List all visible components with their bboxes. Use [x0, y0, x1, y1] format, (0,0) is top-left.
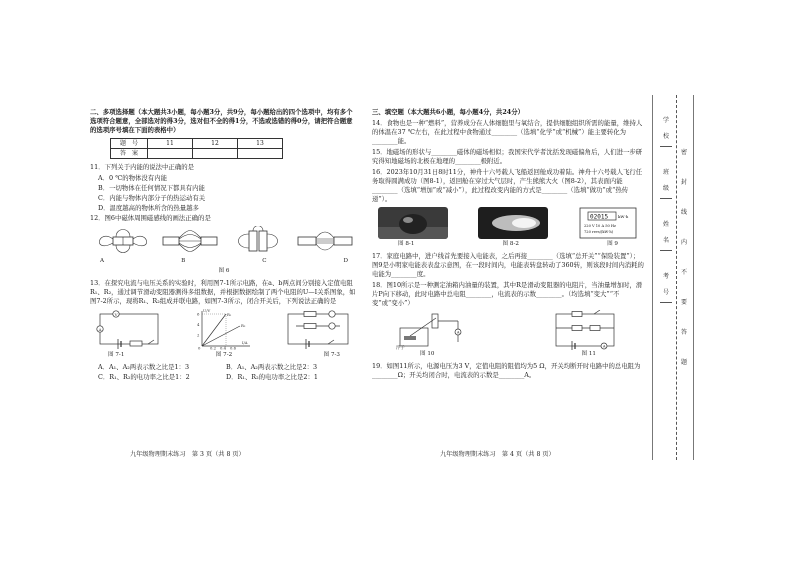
- figure-6-caption: 图 6: [218, 268, 230, 274]
- fig-8-2-caption: 图 8-2: [502, 241, 519, 247]
- seal-line: [676, 95, 677, 460]
- table-cell: 题 号: [111, 139, 148, 149]
- answer-cell-11[interactable]: [148, 149, 193, 159]
- q11-option-d: D．温度越高的物体所含的热量越多: [98, 204, 199, 212]
- graph-tick-label: 6: [197, 311, 200, 317]
- fig-7-3-caption: 图 7-3: [323, 352, 340, 358]
- seal-text: 内: [680, 239, 687, 246]
- q13-option-b: B．A₁、A₂两表示数之比是2：3: [226, 363, 318, 371]
- fig-7-2-caption: 图 7-2: [215, 352, 233, 358]
- sidebar-label: 姓: [662, 221, 669, 228]
- seal-text: 密: [680, 149, 687, 156]
- q11-option-b: B．一切物体在任何情况下都具有内能: [98, 184, 205, 192]
- sidebar-label: 班: [662, 169, 669, 176]
- magnet-figure-b: [161, 226, 219, 256]
- q16-text: 16．2023年10月31日8时11分，神舟十六号载人飞船返回舱成功着陆。神舟十六号载人飞行任务取得圆满成功（图8-1），返回舱在穿过大气层时，产生熊熊大火（图8-2），其表面内能________（选填“增加”或“减小”），此过程改变内能的方式是________（选填“做功”或“热传递”）。: [372, 168, 643, 203]
- meter-spec-1: 220 V 10 A 50 Hz: [584, 224, 616, 228]
- electric-meter-figure: [578, 207, 638, 239]
- circuit-figure-7-1: [94, 308, 164, 350]
- graph-tick-label: 0.2: [210, 345, 217, 350]
- fill-line: [660, 250, 672, 251]
- figure-8-9-captions: [398, 240, 618, 249]
- svg-text:A: A: [602, 343, 606, 349]
- answer-cell-13[interactable]: [238, 149, 283, 159]
- figure-10-11-row: [396, 310, 620, 350]
- q15-text: 15．地磁场的形状与________磁体的磁场相似；我国宋代学者沈括发现磁偏角后，人们进一步研究得知地磁场的北极在地理的________极附近。: [372, 148, 643, 165]
- q13-option-a: A．A₁、A₂两表示数之比是1：3: [98, 363, 190, 371]
- left-page-footer: 九年级物理期末练习 第 3 页（共 8 页）: [130, 451, 245, 458]
- q12-stem: 12．图6中磁体周围磁感线的画法正确的是: [90, 214, 211, 222]
- sidebar-label: 级: [662, 185, 669, 192]
- fig-label-d: D: [343, 258, 348, 264]
- magnet-figures: [94, 226, 354, 256]
- sidebar-label: 校: [662, 133, 669, 140]
- graph-tick-label: 4: [197, 322, 200, 327]
- graph-line-label-r2: R₂: [241, 323, 246, 328]
- magnet-figure-c: [229, 226, 287, 256]
- section-heading-multiple-choice: 二、多项选择题（本大题共3小题，每小题3分，共9分，每小题给出的四个选项中，均有多个选项符合题意，全部选对的得3分，选对但不全的得1分，不选或选错的得0分，请把符合题意的选项序号填在下面的表格中）: [90, 108, 353, 134]
- right-page-footer: 九年级物理期末练习 第 4 页（共 8 页）: [440, 451, 555, 458]
- fig-10-caption: 图 10: [420, 351, 435, 357]
- q13-option-d: D．R₁、R₂的电功率之比是2：1: [226, 373, 318, 381]
- left-page: [90, 108, 358, 383]
- svg-text:A: A: [98, 326, 102, 332]
- q18-text: 18．图10所示是一种测定油箱内油量的装置，其中R是滑动变阻器的电阻片，当油量增加时，滑片P向下移动，此时电路中总电阻________，电流表的示数________。（均选填“变大”“不变”或“变小”）: [372, 281, 643, 307]
- circuit-figures-7: [94, 308, 354, 350]
- graph-tick-label: 2: [197, 332, 200, 338]
- fig-7-1-caption: 图 7-1: [108, 352, 125, 358]
- answer-cell-12[interactable]: [193, 149, 238, 159]
- sidebar-label: 考: [662, 273, 669, 280]
- oil-tank-figure: [396, 310, 466, 350]
- q11-stem: 11．下列关于内能的说法中正确的是: [90, 163, 194, 171]
- graph-tick-label: 0.6: [230, 345, 237, 350]
- fill-line: [660, 302, 672, 303]
- graph-tick-label: 0: [198, 345, 201, 350]
- table-cell: 13: [238, 139, 283, 149]
- seal-text: 题: [680, 359, 687, 366]
- table-cell: 12: [193, 139, 238, 149]
- graph-axis-u-label: U/V: [203, 308, 211, 313]
- seal-text: 要: [680, 299, 687, 306]
- fill-line: [660, 198, 672, 199]
- q13-option-c: C．R₁、R₂的电功率之比是1：2: [98, 373, 190, 381]
- svg-text:V: V: [114, 311, 118, 317]
- fig-label-c: C: [262, 258, 267, 264]
- q13-stem: 13．在探究电流与电压关系的实验时，利用图7-1所示电路，在a、b两点间分别接入定值电阻R₁、R₂，通过调节滑动变阻器测得多组数据，并根据数据绘制了两个电阻的U—I关系图象，如图7-2所示，现将R₁、R₂组成并联电路，如图7-3所示，闭合开关后，下列说法正确的是: [90, 279, 356, 305]
- table-cell: 11: [148, 139, 193, 149]
- sidebar-label: 名: [662, 237, 669, 244]
- fig-label-a: A: [100, 258, 105, 264]
- graph-line-label-r1: R₁: [227, 312, 232, 317]
- q17-text: 17．家庭电路中，进户线首先要接入电能表，之后再接________（选填“总开关”“保险装置”）；图9是小明家电能表表盘示意图，在一段时间内，电能表转盘转动了360转，则该段时间内消耗的电能为________度。: [372, 252, 644, 278]
- q11-option-a: A．0 ℃的物体没有内能: [98, 174, 167, 182]
- figure-7-captions: [108, 351, 340, 360]
- fig-label-b: B: [181, 258, 186, 264]
- fig-11-caption: 图 11: [581, 351, 596, 357]
- magnet-figure-labels: [100, 257, 348, 266]
- q19-text: 19．如图11所示，电源电压为3 V，定值电阻的阻值均为5 Ω，开关均断开时电路中的总电阻为________Ω；开关均闭合时，电流表的示数是________A。: [372, 362, 641, 379]
- meter-spec-2: 720 revs/(kW·h): [584, 230, 614, 234]
- magnet-figure-d: [296, 226, 354, 256]
- seal-text: 线: [680, 209, 687, 216]
- graph-tick-label: 0.4: [220, 345, 227, 350]
- seal-text: 答: [680, 329, 687, 336]
- fig-9-caption: 图 9: [607, 241, 618, 247]
- table-cell: 答 案: [111, 149, 148, 159]
- meter-unit: kW·h: [618, 214, 629, 219]
- graph-figure-7-2: [192, 308, 254, 350]
- capsule-landing-photo: [378, 207, 448, 239]
- q14-text: 14．食物也是一种“燃料”，营养成分在人体细胞里与氧结合，提供细胞组织所需的能量，维持人的体温在37 ℃左右，在此过程中食物通过________（选填“化学”或“机械”）能主要转化为________能。: [372, 119, 643, 145]
- capsule-reentry-photo: [478, 207, 548, 239]
- sidebar-label: 学: [662, 117, 669, 124]
- section-heading-fill-in: 三、填空题（本大题共6小题，每小题4分，共24分）: [372, 108, 524, 116]
- graph-axis-i-label: I/A: [242, 340, 248, 345]
- seal-text: 封: [680, 179, 687, 186]
- circuit-figure-11: [550, 310, 620, 350]
- fig-8-1-caption: 图 8-1: [398, 241, 415, 247]
- answer-table: [110, 138, 283, 159]
- meter-reading: 02015: [590, 213, 609, 221]
- right-page: [372, 108, 644, 382]
- figure-10-11-captions: [420, 350, 596, 359]
- fill-line: [660, 146, 672, 147]
- magnet-figure-a: [94, 226, 152, 256]
- svg-text:A: A: [456, 329, 460, 335]
- float-label: 浮子: [396, 346, 405, 350]
- seal-text: 不: [680, 269, 687, 276]
- sidebar-label: 号: [662, 289, 669, 296]
- circuit-figure-7-3: [282, 308, 354, 350]
- figure-8-row: [378, 207, 638, 239]
- q11-option-c: C．内能与物体内部分子的热运动有关: [98, 194, 206, 202]
- q13-options: [90, 363, 358, 383]
